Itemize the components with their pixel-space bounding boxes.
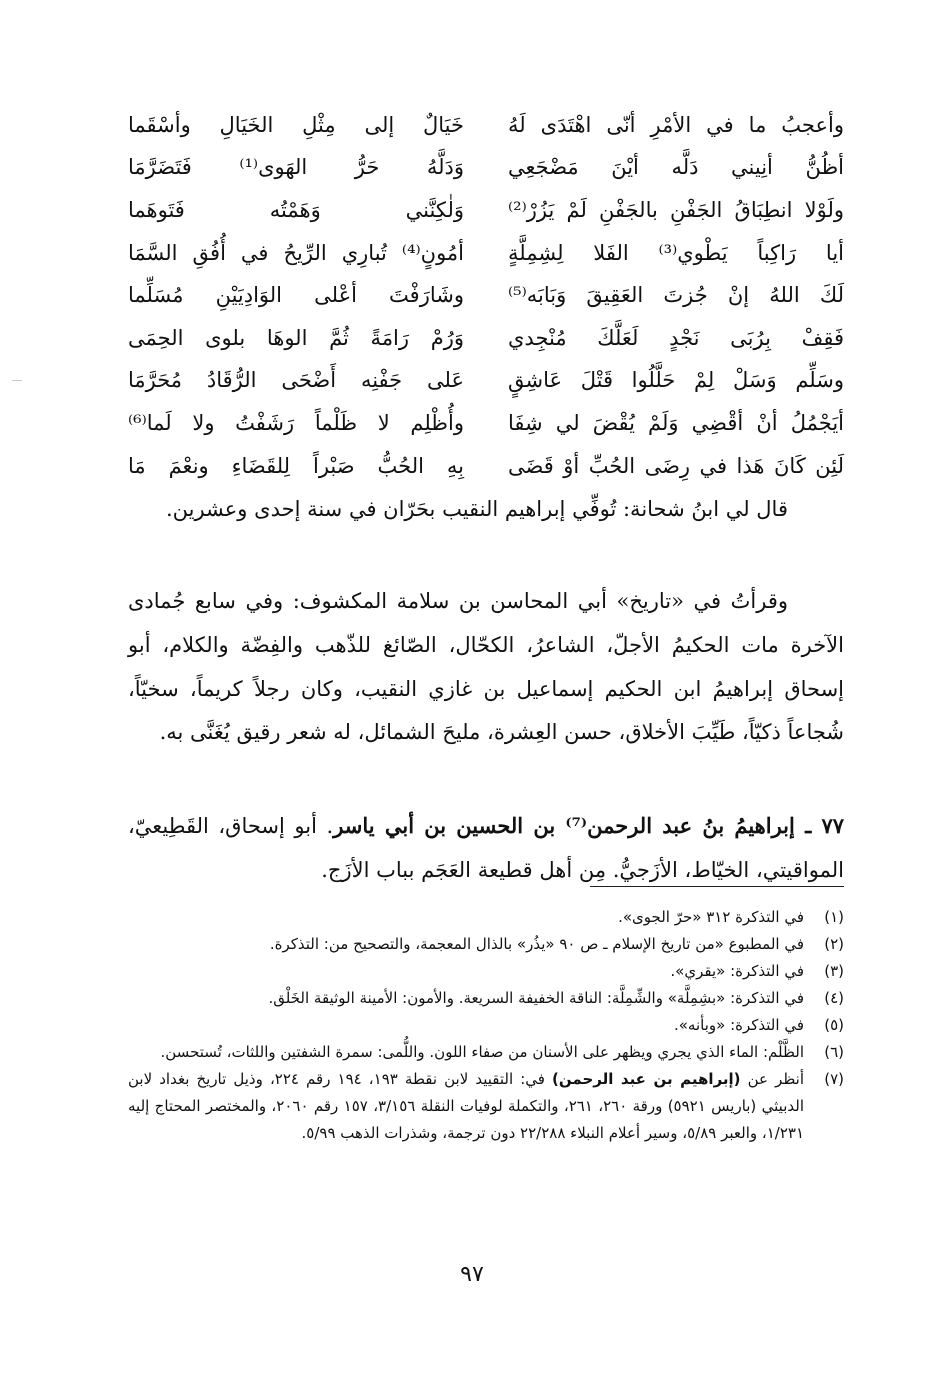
footnote-text: في التذكرة: «بشِمِلَّة» والشِّمِلَّة: الناقة الخفيفة السريعة. والأمون: الأمينة الوثيقة الخَلْق. (268, 989, 804, 1007)
footnote-lead: أنظر عن (740, 1070, 805, 1088)
verse-first-hemistich: أيَجْمُلُ أنْ أقْضِي وَلَمْ يُقْضَ لي شِفَا (508, 410, 844, 435)
verse-first-hemistich: أيا رَاكِباً يَطْوي⁽³⁾ الفَلا لِشِمِلَّةٍ (508, 240, 844, 265)
entry-body: . أبو إسحاق، القَطِيعيّ، المواقيتي، الخيّاط، الأزَجيُّ. مِن أهل قطيعة العَجَم بباب الأزَج. (128, 814, 844, 882)
footnote-number: (١) (824, 908, 844, 926)
footnote-item (128, 958, 844, 985)
footnote-text: في المطبوع «من تاريخ الإسلام ـ ص ٩٠ «يذُر» بالذال المعجمة، والتصحيح من: التذكرة. (269, 935, 804, 953)
verse-1 (128, 104, 844, 147)
footnote-text: الظَّلْم: الماء الذي يجري ويظهر على الأسنان من صفاء اللون. واللُّمى: سمرة الشفتين واللثات، تُستحسن. (160, 1043, 804, 1061)
footnote-number: (٥) (824, 1016, 844, 1034)
paragraph-entry-77 (128, 804, 844, 893)
verse-second-hemistich: عَلى جَفْنِه أَضْحَى الرُّقَادُ مُحَرَّمَا (128, 368, 464, 393)
verse-8 (128, 402, 844, 445)
entry-heading: ٧٧ ـ إبراهيمُ بنُ عبد الرحمن⁽⁷⁾ بن الحسين بن أبي ياسر (333, 813, 844, 838)
verse-second-hemistich: وشَارَفْتَ أعْلى الوَادِيَيْنِ مُسَلِّما (128, 283, 464, 308)
verse-2 (128, 147, 844, 190)
verse-3 (128, 189, 844, 232)
paragraph-history-quote: وقرأتُ في «تاريخ» أبي المحاسن بن سلامة المكشوف: وفي سابع جُمادى الآخرة مات الحكيمُ الأجلّ، الشاعرُ، الكحّال، الصّائغ للذّهب والفِضّة والكلام، أبو إسحاق إبراهيمُ ابن الحكيم إسماعيل بن غازي النقيب، وكان رجلاً كريماً، سخيّاً، شُجاعاً ذكيّاً، طَيِّبَ الأخلاق، حسن العِشرة، مليحَ الشمائل، له شعر رقيق يُغَنَّى به. (128, 589, 844, 745)
footnote-bold-term: (إبراهيم بن عبد الرحمن) (552, 1070, 741, 1088)
page-number: ٩٧ (460, 1262, 484, 1287)
verse-4 (128, 232, 844, 275)
footnote-number: (٤) (824, 989, 844, 1007)
footnotes (128, 904, 844, 1147)
footnote-number: (٢) (824, 935, 844, 953)
poem (128, 104, 844, 487)
verse-second-hemistich: وَرُمْ رَامَةً ثُمَّ الوهَا بلوى الحِمَى (128, 325, 464, 350)
footnote-text: في التذكرة: «وبأنه». (673, 1016, 804, 1034)
verse-first-hemistich: وسَلِّم وَسَلْ لِمْ حَلَّلُوا قَتْلَ عَاشِقٍ (508, 368, 844, 393)
footnote-item (128, 1066, 844, 1147)
footnote-item (128, 904, 844, 931)
paragraph-death-note: قال لي ابنُ شحانة: تُوفِّي إبراهيم النقيب بحَرّان في سنة إحدى وعشرين. (165, 497, 788, 521)
verse-second-hemistich: وأُظْلِم لا ظَلْماً رَشَفْتُ ولا لَما⁽⁶⁾ (128, 410, 464, 435)
footnote-item (128, 931, 844, 958)
footnote-number: (٦) (824, 1043, 844, 1061)
verse-first-hemistich: لَئِن كَانَ هَذا في رِضَى الحُبِّ أوْ قَضَى (508, 453, 844, 478)
footnote-divider (590, 886, 844, 887)
margin-mark (12, 380, 22, 381)
footnote-text: في التذكرة ٣١٢ «حرّ الجوى». (618, 908, 804, 926)
footnote-text: في التذكرة: «يقري». (670, 962, 804, 980)
footnote-item (128, 985, 844, 1012)
footnote-text (128, 1066, 804, 1147)
verse-first-hemistich: لَكَ اللهُ إنْ جُزتَ العَقِيقَ وَبَابَه⁽⁵⁾ (508, 283, 844, 308)
verse-7 (128, 360, 844, 403)
verse-5 (128, 274, 844, 317)
verse-first-hemistich: أظُنُّ أنِيني دَلَّه أيْنَ مَضْجَعِي (508, 155, 844, 180)
verse-second-hemistich: بِهِ الحُبُّ صَبْراً لِلقَضَاءِ ونعْمَ مَا (128, 453, 464, 478)
verse-9 (128, 445, 844, 488)
verse-second-hemistich: خَيَالٌ إلى مِثْلِ الخَيَالِ وأسْقَما (128, 112, 464, 137)
footnote-number: (٧) (824, 1070, 844, 1088)
verse-second-hemistich: وَلٰكِنَّني وَهَمْتُه فَتَوهَما (128, 197, 464, 222)
verse-first-hemistich: ولَوْلا انطِبَاقُ الجَفْنِ بالجَفْنِ لَمْ يَزُرْ⁽²⁾ (508, 197, 844, 222)
footnote-number: (٣) (824, 962, 844, 980)
verse-second-hemistich: أمُونٍ⁽⁴⁾ تُبارِي الرِّيحُ في أُفُقِ السَّمَا (128, 240, 464, 265)
verse-6 (128, 317, 844, 360)
footnote-body: في: التقييد لابن نقطة ١٩٣، ١٩٤ رقم ٢٢٤، وذيل تاريخ بغداد لابن الدبيثي (باريس ٥٩٢١) ورقة ٢٦٠، ٢٦١، والتكملة لوفيات النقلة ٣/١٥٦، ١٥٧ رقم ٢٠٦٠، والمختصر المحتاج إليه ١/٢٣١، والعبر ٥/٨٩، وسير أعلام النبلاء ٢٢/٢٨٨ دون ترجمة، وشذرات الذهب ٥/٩٩. (128, 1070, 804, 1142)
verse-second-hemistich: وَدَلَّهُ حَرُّ الهَوى⁽¹⁾ فَتَضَرَّمَا (128, 155, 464, 180)
footnote-item (128, 1039, 844, 1066)
footnote-item (128, 1012, 844, 1039)
verse-first-hemistich: فَقِفْ بِرُبَى نَجْدٍ لَعَلَّكَ مُنْجِدي (508, 325, 844, 350)
verse-first-hemistich: وأعجبُ ما في الأمْرِ أنّى اهْتَدَى لَهُ (508, 112, 844, 137)
